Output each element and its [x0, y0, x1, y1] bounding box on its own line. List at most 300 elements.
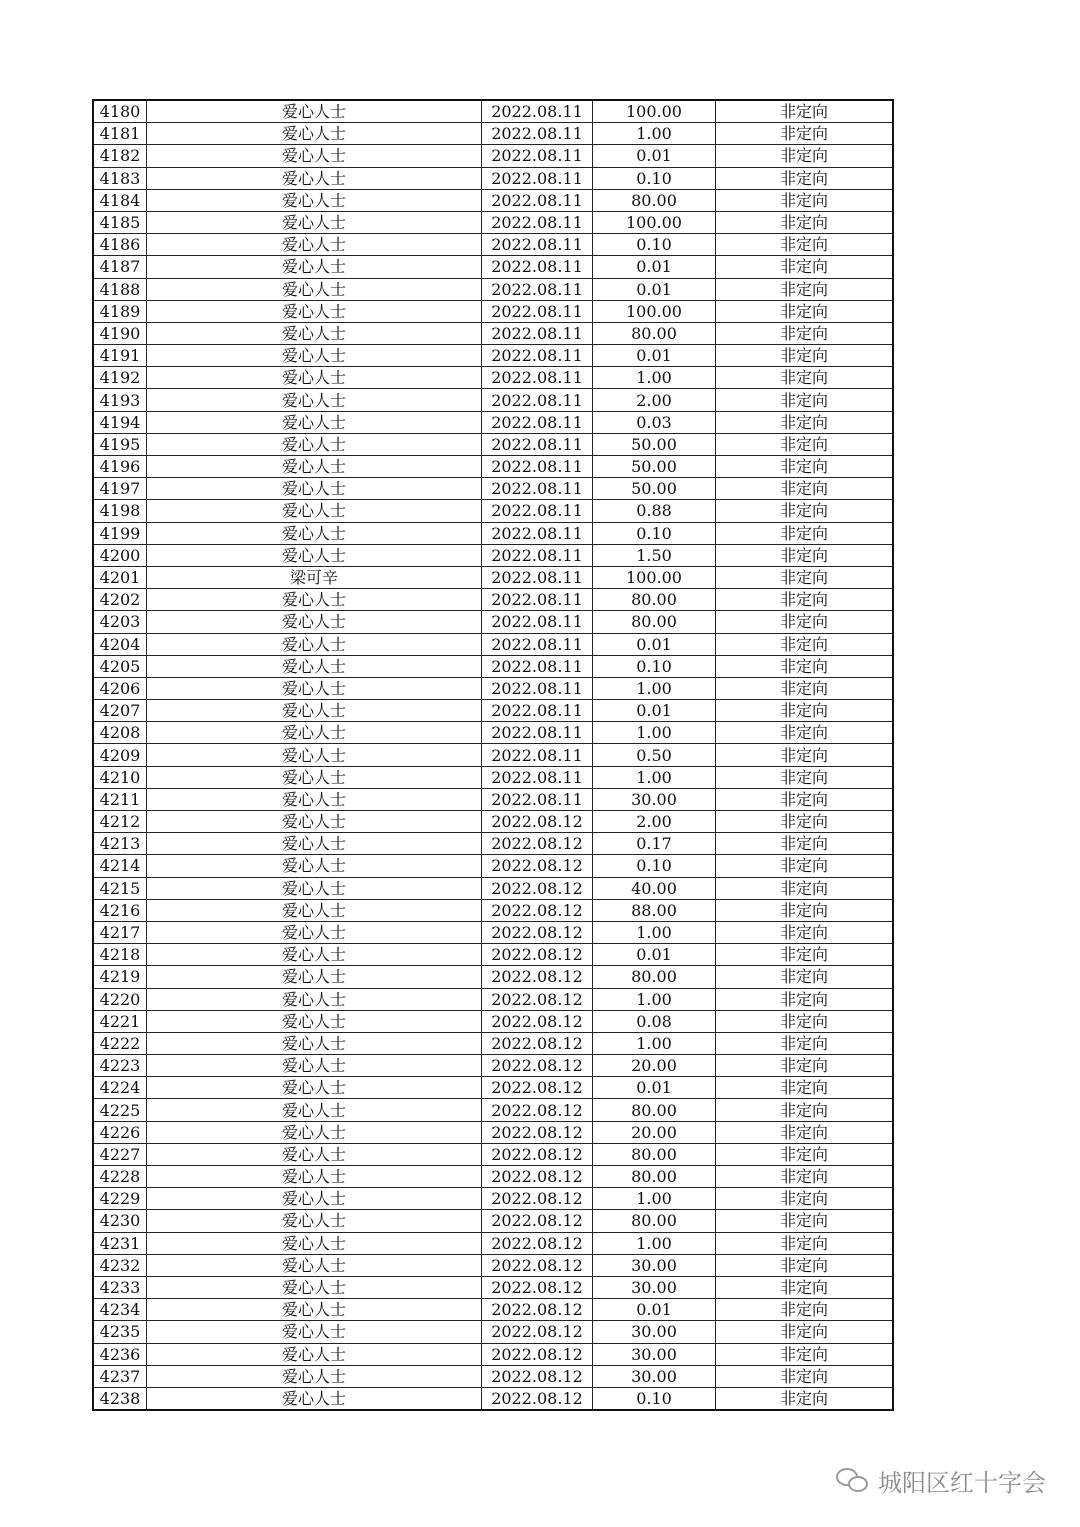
donation-type: 非定向 [716, 300, 894, 322]
donation-type: 非定向 [716, 1276, 894, 1298]
table-row [93, 855, 893, 877]
table-row [93, 655, 893, 677]
donor-name: 爱心人士 [147, 478, 482, 500]
row-number: 4232 [93, 1254, 147, 1276]
donation-date: 2022.08.11 [482, 167, 593, 189]
donation-date: 2022.08.12 [482, 1210, 593, 1232]
donation-type: 非定向 [716, 456, 894, 478]
donor-name: 爱心人士 [147, 1143, 482, 1165]
donation-amount: 1.00 [593, 722, 716, 744]
donor-name: 爱心人士 [147, 1166, 482, 1188]
donation-type: 非定向 [716, 1055, 894, 1077]
donor-name: 爱心人士 [147, 988, 482, 1010]
donation-amount: 50.00 [593, 478, 716, 500]
donation-amount: 0.10 [593, 234, 716, 256]
table-row [93, 389, 893, 411]
donation-date: 2022.08.12 [482, 811, 593, 833]
donation-amount: 0.01 [593, 633, 716, 655]
donation-date: 2022.08.12 [482, 1166, 593, 1188]
table-row [93, 1055, 893, 1077]
row-number: 4184 [93, 189, 147, 211]
donation-type: 非定向 [716, 811, 894, 833]
donor-name: 爱心人士 [147, 300, 482, 322]
donation-date: 2022.08.12 [482, 1077, 593, 1099]
donor-name: 爱心人士 [147, 189, 482, 211]
donation-amount: 0.01 [593, 1077, 716, 1099]
donor-name: 爱心人士 [147, 611, 482, 633]
table-row [93, 345, 893, 367]
donation-type: 非定向 [716, 988, 894, 1010]
donor-name: 爱心人士 [147, 944, 482, 966]
donation-amount: 80.00 [593, 1143, 716, 1165]
donation-amount: 1.00 [593, 921, 716, 943]
donation-type: 非定向 [716, 1143, 894, 1165]
donation-date: 2022.08.11 [482, 278, 593, 300]
donor-name: 爱心人士 [147, 633, 482, 655]
donation-type: 非定向 [716, 566, 894, 588]
row-number: 4237 [93, 1365, 147, 1387]
donation-amount: 1.00 [593, 677, 716, 699]
table-row [93, 1299, 893, 1321]
table-row [93, 411, 893, 433]
donation-type: 非定向 [716, 1121, 894, 1143]
donation-date: 2022.08.12 [482, 1365, 593, 1387]
table-row [93, 1321, 893, 1343]
table-row [93, 1077, 893, 1099]
row-number: 4227 [93, 1143, 147, 1165]
row-number: 4236 [93, 1343, 147, 1365]
table-row [93, 478, 893, 500]
table-row [93, 1276, 893, 1298]
donation-amount: 0.01 [593, 345, 716, 367]
donor-name: 爱心人士 [147, 788, 482, 810]
donation-date: 2022.08.12 [482, 1121, 593, 1143]
donation-amount: 0.88 [593, 500, 716, 522]
watermark-text: 城阳区红十字会 [878, 1469, 1046, 1497]
donation-table [92, 99, 894, 1411]
table-row [93, 788, 893, 810]
table-row [93, 966, 893, 988]
row-number: 4208 [93, 722, 147, 744]
donation-amount: 30.00 [593, 1343, 716, 1365]
donor-name: 爱心人士 [147, 411, 482, 433]
row-number: 4222 [93, 1032, 147, 1054]
donation-date: 2022.08.11 [482, 100, 593, 123]
donation-amount: 1.50 [593, 544, 716, 566]
row-number: 4234 [93, 1299, 147, 1321]
donation-type: 非定向 [716, 766, 894, 788]
row-number: 4180 [93, 100, 147, 123]
table-row [93, 278, 893, 300]
donation-type: 非定向 [716, 322, 894, 344]
table-row [93, 633, 893, 655]
donation-date: 2022.08.12 [482, 944, 593, 966]
donation-amount: 100.00 [593, 100, 716, 123]
donor-name: 爱心人士 [147, 1099, 482, 1121]
table-row [93, 1343, 893, 1365]
row-number: 4212 [93, 811, 147, 833]
donation-amount: 0.03 [593, 411, 716, 433]
row-number: 4235 [93, 1321, 147, 1343]
donor-name: 爱心人士 [147, 322, 482, 344]
donor-name: 爱心人士 [147, 811, 482, 833]
row-number: 4200 [93, 544, 147, 566]
row-number: 4190 [93, 322, 147, 344]
donation-date: 2022.08.11 [482, 322, 593, 344]
donation-amount: 100.00 [593, 211, 716, 233]
donation-date: 2022.08.12 [482, 1254, 593, 1276]
donation-type: 非定向 [716, 1343, 894, 1365]
table-row [93, 522, 893, 544]
donor-name: 爱心人士 [147, 677, 482, 699]
table-row [93, 722, 893, 744]
table-row [93, 322, 893, 344]
table-row [93, 167, 893, 189]
donation-amount: 30.00 [593, 1276, 716, 1298]
table-row [93, 1099, 893, 1121]
donation-date: 2022.08.11 [482, 722, 593, 744]
table-row [93, 544, 893, 566]
donation-date: 2022.08.12 [482, 899, 593, 921]
donor-name: 爱心人士 [147, 1032, 482, 1054]
row-number: 4182 [93, 145, 147, 167]
table-row [93, 256, 893, 278]
donor-name: 爱心人士 [147, 966, 482, 988]
row-number: 4207 [93, 700, 147, 722]
table-row [93, 677, 893, 699]
donation-amount: 1.00 [593, 367, 716, 389]
row-number: 4198 [93, 500, 147, 522]
table-row [93, 1166, 893, 1188]
row-number: 4215 [93, 877, 147, 899]
donation-type: 非定向 [716, 1166, 894, 1188]
donation-type: 非定向 [716, 367, 894, 389]
donor-name: 爱心人士 [147, 278, 482, 300]
row-number: 4186 [93, 234, 147, 256]
donation-amount: 1.00 [593, 1188, 716, 1210]
donor-name: 爱心人士 [147, 389, 482, 411]
donation-date: 2022.08.12 [482, 921, 593, 943]
donation-date: 2022.08.12 [482, 855, 593, 877]
donation-amount: 0.10 [593, 655, 716, 677]
row-number: 4202 [93, 589, 147, 611]
donation-date: 2022.08.12 [482, 1299, 593, 1321]
donor-name: 爱心人士 [147, 123, 482, 145]
donor-name: 爱心人士 [147, 1077, 482, 1099]
donation-type: 非定向 [716, 877, 894, 899]
donation-type: 非定向 [716, 1077, 894, 1099]
donation-amount: 0.50 [593, 744, 716, 766]
table-row [93, 1232, 893, 1254]
donation-type: 非定向 [716, 522, 894, 544]
donor-name: 爱心人士 [147, 833, 482, 855]
donation-amount: 0.10 [593, 1387, 716, 1410]
donor-name: 爱心人士 [147, 367, 482, 389]
row-number: 4211 [93, 788, 147, 810]
donation-type: 非定向 [716, 966, 894, 988]
donation-type: 非定向 [716, 123, 894, 145]
donor-name: 爱心人士 [147, 877, 482, 899]
donation-type: 非定向 [716, 278, 894, 300]
donor-name: 爱心人士 [147, 345, 482, 367]
donation-date: 2022.08.11 [482, 677, 593, 699]
table-row [93, 433, 893, 455]
row-number: 4205 [93, 655, 147, 677]
donation-type: 非定向 [716, 1099, 894, 1121]
donor-name: 梁可辛 [147, 566, 482, 588]
donation-date: 2022.08.12 [482, 877, 593, 899]
table-row [93, 700, 893, 722]
donation-amount: 80.00 [593, 966, 716, 988]
table-row [93, 234, 893, 256]
row-number: 4192 [93, 367, 147, 389]
row-number: 4209 [93, 744, 147, 766]
donation-type: 非定向 [716, 211, 894, 233]
table-row [93, 833, 893, 855]
donation-amount: 0.01 [593, 944, 716, 966]
row-number: 4226 [93, 1121, 147, 1143]
row-number: 4204 [93, 633, 147, 655]
donor-name: 爱心人士 [147, 256, 482, 278]
table-row [93, 766, 893, 788]
donation-amount: 0.01 [593, 256, 716, 278]
donor-name: 爱心人士 [147, 1321, 482, 1343]
donation-amount: 88.00 [593, 899, 716, 921]
donation-type: 非定向 [716, 389, 894, 411]
donation-date: 2022.08.12 [482, 1099, 593, 1121]
row-number: 4213 [93, 833, 147, 855]
donation-date: 2022.08.11 [482, 145, 593, 167]
donation-date: 2022.08.11 [482, 189, 593, 211]
row-number: 4191 [93, 345, 147, 367]
donation-date: 2022.08.11 [482, 411, 593, 433]
row-number: 4188 [93, 278, 147, 300]
table-row [93, 300, 893, 322]
donation-date: 2022.08.12 [482, 1232, 593, 1254]
row-number: 4206 [93, 677, 147, 699]
donation-amount: 0.10 [593, 855, 716, 877]
donor-name: 爱心人士 [147, 1343, 482, 1365]
donor-name: 爱心人士 [147, 456, 482, 478]
donor-name: 爱心人士 [147, 1299, 482, 1321]
table-row [93, 811, 893, 833]
donation-type: 非定向 [716, 833, 894, 855]
donation-date: 2022.08.11 [482, 433, 593, 455]
donation-amount: 1.00 [593, 1032, 716, 1054]
donation-type: 非定向 [716, 589, 894, 611]
donation-amount: 0.01 [593, 1299, 716, 1321]
donation-date: 2022.08.11 [482, 300, 593, 322]
row-number: 4185 [93, 211, 147, 233]
donation-type: 非定向 [716, 433, 894, 455]
donation-amount: 0.17 [593, 833, 716, 855]
donation-type: 非定向 [716, 855, 894, 877]
donor-name: 爱心人士 [147, 1188, 482, 1210]
donation-amount: 100.00 [593, 566, 716, 588]
row-number: 4199 [93, 522, 147, 544]
donation-amount: 50.00 [593, 433, 716, 455]
table-row [93, 1143, 893, 1165]
table-row [93, 566, 893, 588]
donation-date: 2022.08.11 [482, 389, 593, 411]
table-row [93, 123, 893, 145]
table-row [93, 500, 893, 522]
donation-type: 非定向 [716, 944, 894, 966]
table-row [93, 944, 893, 966]
donor-name: 爱心人士 [147, 1210, 482, 1232]
donation-type: 非定向 [716, 145, 894, 167]
donation-amount: 1.00 [593, 123, 716, 145]
donation-type: 非定向 [716, 1254, 894, 1276]
donation-amount: 1.00 [593, 1232, 716, 1254]
row-number: 4223 [93, 1055, 147, 1077]
donor-name: 爱心人士 [147, 500, 482, 522]
donation-date: 2022.08.11 [482, 123, 593, 145]
donor-name: 爱心人士 [147, 522, 482, 544]
donation-amount: 0.01 [593, 700, 716, 722]
row-number: 4217 [93, 921, 147, 943]
donation-date: 2022.08.11 [482, 544, 593, 566]
donor-name: 爱心人士 [147, 899, 482, 921]
donation-amount: 100.00 [593, 300, 716, 322]
donor-name: 爱心人士 [147, 855, 482, 877]
donor-name: 爱心人士 [147, 700, 482, 722]
donor-name: 爱心人士 [147, 589, 482, 611]
donation-type: 非定向 [716, 788, 894, 810]
donor-name: 爱心人士 [147, 167, 482, 189]
donation-type: 非定向 [716, 655, 894, 677]
donor-name: 爱心人士 [147, 100, 482, 123]
row-number: 4197 [93, 478, 147, 500]
donor-name: 爱心人士 [147, 1365, 482, 1387]
donation-date: 2022.08.11 [482, 456, 593, 478]
donation-amount: 80.00 [593, 1099, 716, 1121]
table-row [93, 1210, 893, 1232]
row-number: 4230 [93, 1210, 147, 1232]
row-number: 4189 [93, 300, 147, 322]
donation-type: 非定向 [716, 100, 894, 123]
donation-amount: 80.00 [593, 611, 716, 633]
row-number: 4238 [93, 1387, 147, 1410]
donation-date: 2022.08.11 [482, 788, 593, 810]
table-row [93, 189, 893, 211]
donation-date: 2022.08.12 [482, 966, 593, 988]
donation-amount: 80.00 [593, 322, 716, 344]
donation-amount: 2.00 [593, 811, 716, 833]
row-number: 4187 [93, 256, 147, 278]
table-row [93, 988, 893, 1010]
donation-table-body [93, 100, 893, 1410]
donor-name: 爱心人士 [147, 145, 482, 167]
donation-date: 2022.08.11 [482, 256, 593, 278]
table-row [93, 456, 893, 478]
donation-amount: 2.00 [593, 389, 716, 411]
donor-name: 爱心人士 [147, 1276, 482, 1298]
donation-date: 2022.08.12 [482, 1010, 593, 1032]
donation-date: 2022.08.11 [482, 500, 593, 522]
watermark [836, 1463, 1046, 1498]
row-number: 4193 [93, 389, 147, 411]
donor-name: 爱心人士 [147, 234, 482, 256]
donation-date: 2022.08.11 [482, 766, 593, 788]
donation-type: 非定向 [716, 478, 894, 500]
donation-type: 非定向 [716, 500, 894, 522]
donation-type: 非定向 [716, 899, 894, 921]
donation-date: 2022.08.11 [482, 522, 593, 544]
donation-type: 非定向 [716, 411, 894, 433]
table-row [93, 589, 893, 611]
donor-name: 爱心人士 [147, 1121, 482, 1143]
row-number: 4224 [93, 1077, 147, 1099]
table-row [93, 1121, 893, 1143]
donation-amount: 30.00 [593, 1321, 716, 1343]
donor-name: 爱心人士 [147, 1010, 482, 1032]
donation-type: 非定向 [716, 1010, 894, 1032]
donation-amount: 0.10 [593, 522, 716, 544]
donation-date: 2022.08.11 [482, 211, 593, 233]
donation-amount: 80.00 [593, 589, 716, 611]
donation-date: 2022.08.12 [482, 988, 593, 1010]
donor-name: 爱心人士 [147, 1387, 482, 1410]
donation-type: 非定向 [716, 1188, 894, 1210]
donation-type: 非定向 [716, 345, 894, 367]
donation-type: 非定向 [716, 633, 894, 655]
donor-name: 爱心人士 [147, 544, 482, 566]
donation-date: 2022.08.12 [482, 1188, 593, 1210]
donor-name: 爱心人士 [147, 744, 482, 766]
donation-date: 2022.08.11 [482, 566, 593, 588]
table-row [93, 921, 893, 943]
donation-date: 2022.08.12 [482, 1321, 593, 1343]
donation-type: 非定向 [716, 256, 894, 278]
donation-date: 2022.08.12 [482, 833, 593, 855]
donation-type: 非定向 [716, 189, 894, 211]
donor-name: 爱心人士 [147, 655, 482, 677]
donation-amount: 80.00 [593, 1166, 716, 1188]
donation-amount: 20.00 [593, 1055, 716, 1077]
table-row [93, 367, 893, 389]
donation-date: 2022.08.12 [482, 1143, 593, 1165]
donation-amount: 50.00 [593, 456, 716, 478]
donor-name: 爱心人士 [147, 1254, 482, 1276]
table-row [93, 1032, 893, 1054]
row-number: 4233 [93, 1276, 147, 1298]
donation-date: 2022.08.11 [482, 700, 593, 722]
table-row [93, 877, 893, 899]
donation-type: 非定向 [716, 544, 894, 566]
row-number: 4181 [93, 123, 147, 145]
donation-amount: 20.00 [593, 1121, 716, 1143]
row-number: 4221 [93, 1010, 147, 1032]
donation-type: 非定向 [716, 744, 894, 766]
donation-amount: 1.00 [593, 988, 716, 1010]
donation-type: 非定向 [716, 234, 894, 256]
donation-date: 2022.08.11 [482, 589, 593, 611]
row-number: 4220 [93, 988, 147, 1010]
row-number: 4229 [93, 1188, 147, 1210]
donation-type: 非定向 [716, 1365, 894, 1387]
donor-name: 爱心人士 [147, 722, 482, 744]
donation-type: 非定向 [716, 1232, 894, 1254]
row-number: 4228 [93, 1166, 147, 1188]
row-number: 4210 [93, 766, 147, 788]
donation-type: 非定向 [716, 1210, 894, 1232]
donation-amount: 0.08 [593, 1010, 716, 1032]
row-number: 4194 [93, 411, 147, 433]
table-row [93, 611, 893, 633]
donation-type: 非定向 [716, 722, 894, 744]
row-number: 4183 [93, 167, 147, 189]
